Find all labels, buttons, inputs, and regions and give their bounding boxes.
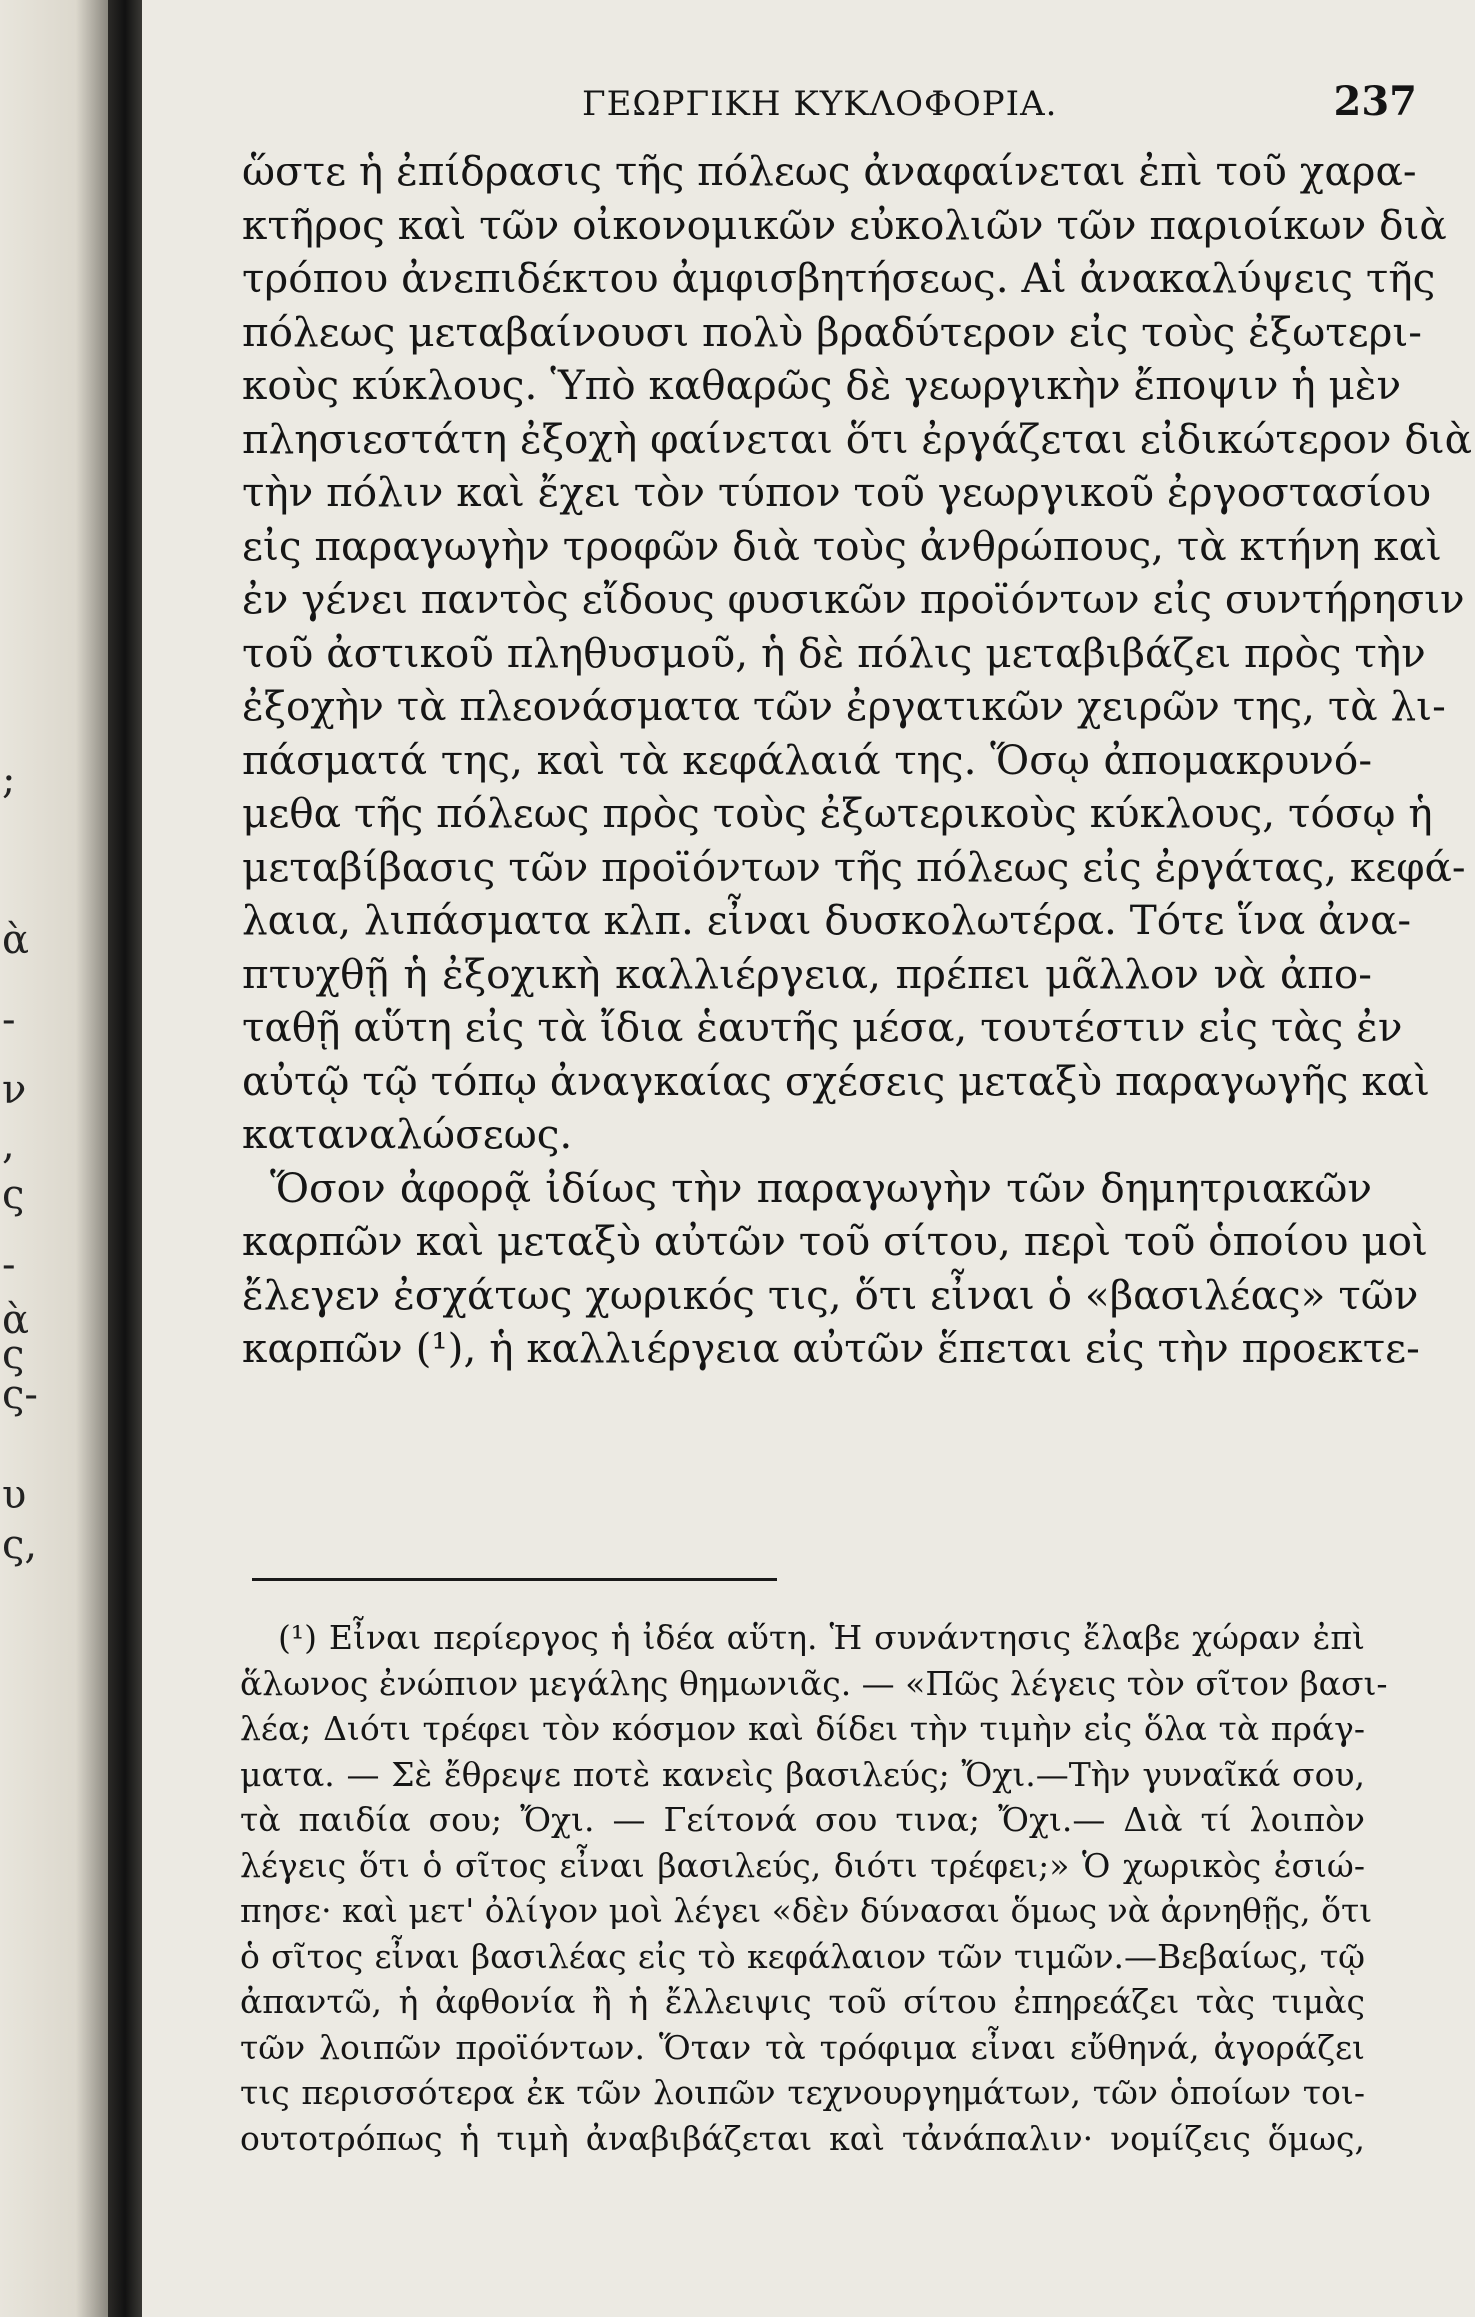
body-line: κτῆρος καὶ τῶν οἰκονομικῶν εὐκολιῶν τῶν παριοίκων διὰ bbox=[242, 200, 1447, 249]
body-line: πάσματά της, καὶ τὰ κεφάλαιά της. Ὅσῳ ἀπομακρυνό- bbox=[242, 735, 1372, 784]
body-line: ἔλεγεν ἐσχάτως χωρικός τις, ὅτι εἶναι ὁ «βασιλέας» τῶν bbox=[242, 1270, 1419, 1319]
book-gutter bbox=[108, 0, 142, 2317]
prev-page-fragment: υ bbox=[2, 1472, 27, 1518]
body-line: Ὅσον ἀφορᾷ ἰδίως τὴν παραγωγὴν τῶν δημητριακῶν bbox=[270, 1163, 1372, 1212]
footnote-rule bbox=[252, 1578, 777, 1581]
prev-page-fragment: , bbox=[2, 1122, 15, 1168]
body-line: τρόπου ἀνεπιδέκτου ἀμφισβητήσεως. Αἱ ἀνακαλύψεις τῆς bbox=[242, 254, 1436, 302]
previous-page-edge bbox=[0, 0, 108, 2317]
body-text bbox=[242, 145, 1473, 1376]
footnote-line: τῶν λοιπῶν προϊόντων. Ὅταν τὰ τρόφιμα εἶναι εὔθηνά, ἀγοράζει bbox=[240, 2027, 1365, 2067]
body-line: αὐτῷ τῷ τόπῳ ἀναγκαίας σχέσεις μεταξὺ παραγωγῆς καὶ bbox=[242, 1056, 1430, 1105]
footnote-line: ὁ σῖτος εἶναι βασιλέας εἰς τὸ κεφάλαιον τῶν τιμῶν.—Βεβαίως, τῷ bbox=[240, 1936, 1365, 1976]
footnote-line: τις περισσότερα ἐκ τῶν λοιπῶν τεχνουργημάτων, τῶν ὁποίων τοι- bbox=[240, 2073, 1365, 2112]
footnote-line: ουτοτρόπως ἡ τιμὴ ἀναβιβάζεται καὶ τἀνάπαλιν· νομίζεις ὅμως, bbox=[240, 2118, 1365, 2158]
body-line: εἰς παραγωγὴν τροφῶν διὰ τοὺς ἀνθρώπους, τὰ κτήνη καὶ bbox=[242, 521, 1442, 570]
prev-page-fragment: - bbox=[2, 997, 16, 1043]
running-title: ΓΕΩΡΓΙΚΗ ΚΥΚΛΟΦΟΡΙΑ. bbox=[582, 84, 1058, 124]
body-line: πλησιεστάτη ἐξοχὴ φαίνεται ὅτι ἐργάζεται εἰδικώτερον διὰ bbox=[242, 414, 1473, 463]
running-head bbox=[142, 78, 1475, 128]
footnote-line: τὰ παιδία σου; Ὄχι. — Γείτονά σου τινα; Ὄχι.— Διὰ τί λοιπὸν bbox=[240, 1800, 1365, 1839]
body-line: μεθα τῆς πόλεως πρὸς τοὺς ἐξωτερικοὺς κύκλους, τόσῳ ἡ bbox=[242, 789, 1433, 837]
body-line: καρπῶν (¹), ἡ καλλιέργεια αὐτῶν ἕπεται εἰς τὴν προεκτε- bbox=[242, 1324, 1420, 1372]
footnote-line: λέα; Διότι τρέφει τὸν κόσμον καὶ δίδει τὴν τιμὴν εἰς ὅλα τὰ πράγ- bbox=[240, 1709, 1365, 1748]
body-line: πόλεως μεταβαίνουσι πολὺ βραδύτερον εἰς τοὺς ἐξωτερι- bbox=[242, 307, 1422, 356]
footnote-line: ἅλωνος ἐνώπιον μεγάλης θημωνιᾶς. — «Πῶς λέγεις τὸν σῖτον βασι- bbox=[240, 1663, 1388, 1703]
body-line: ἐν γένει παντὸς εἴδους φυσικῶν προϊόντων εἰς συντήρησιν bbox=[242, 575, 1465, 623]
footnote-line: (¹) Εἶναι περίεργος ἡ ἰδέα αὕτη. Ἡ συνάντησις ἔλαβε χώραν ἐπὶ bbox=[278, 1618, 1365, 1657]
body-line: καρπῶν καὶ μεταξὺ αὐτῶν τοῦ σίτου, περὶ τοῦ ὁποίου μοὶ bbox=[242, 1217, 1428, 1265]
body-line: κοὺς κύκλους. Ὑπὸ καθαρῶς δὲ γεωργικὴν ἔποψιν ἡ μὲν bbox=[242, 361, 1402, 409]
body-line: καταναλώσεως. bbox=[242, 1110, 573, 1158]
footnote-line: λέγεις ὅτι ὁ σῖτος εἶναι βασιλεύς, διότι τρέφει;» Ὁ χωρικὸς ἐσιώ- bbox=[240, 1845, 1365, 1885]
footnote-line: ἀπαντῶ, ἡ ἀφθονία ἢ ἡ ἔλλειψις τοῦ σίτου ἐπηρεάζει τὰς τιμὰς bbox=[240, 1982, 1365, 2021]
footnote-line: ματα. — Σὲ ἔθρεψε ποτὲ κανεὶς βασιλεύς; Ὄχι.—Τὴν γυναῖκά σου, bbox=[240, 1754, 1365, 1794]
prev-page-fragment: ; bbox=[2, 757, 16, 803]
body-line: ὥστε ἡ ἐπίδρασις τῆς πόλεως ἀναφαίνεται ἐπὶ τοῦ χαρα- bbox=[242, 147, 1417, 195]
page-number: 237 bbox=[1333, 78, 1417, 125]
prev-page-fragment: ν bbox=[2, 1067, 27, 1113]
footnote-line: πησε· καὶ μετ' ὀλίγον μοὶ λέγει «δὲν δύνασαι ὅμως νὰ ἀρνηθῇς, ὅτι bbox=[240, 1891, 1373, 1930]
book-page bbox=[142, 0, 1475, 2317]
prev-page-fragment: ὰ bbox=[2, 1297, 30, 1343]
prev-page-fragment: ς- bbox=[2, 1372, 38, 1418]
prev-page-fragment: - bbox=[2, 1242, 16, 1288]
body-line: μεταβίβασις τῶν προϊόντων τῆς πόλεως εἰς ἐργάτας, κεφά- bbox=[242, 842, 1466, 891]
prev-page-fragment: ς bbox=[2, 1172, 25, 1218]
body-line: τοῦ ἀστικοῦ πληθυσμοῦ, ἡ δὲ πόλις μεταβιβάζει πρὸς τὴν bbox=[242, 628, 1426, 677]
body-line: ταθῇ αὕτη εἰς τὰ ἴδια ἑαυτῆς μέσα, τουτέστιν εἰς τὰς ἐν bbox=[242, 1003, 1403, 1051]
prev-page-fragment: ς bbox=[2, 1332, 25, 1378]
body-line: ἐξοχὴν τὰ πλεονάσματα τῶν ἐργατικῶν χειρῶν της, τὰ λι- bbox=[242, 682, 1446, 730]
body-line: πτυχθῇ ἡ ἐξοχικὴ καλλιέργεια, πρέπει μᾶλλον νὰ ἀπο- bbox=[242, 949, 1372, 998]
footnote bbox=[240, 1615, 1388, 2161]
body-line: τὴν πόλιν καὶ ἔχει τὸν τύπον τοῦ γεωργικοῦ ἐργοστασίου bbox=[242, 468, 1432, 516]
prev-page-fragment: ὰ bbox=[2, 917, 30, 963]
body-line: λαια, λιπάσματα κλπ. εἶναι δυσκολωτέρα. Τότε ἵνα ἀνα- bbox=[242, 896, 1412, 944]
prev-page-fragment: ς, bbox=[2, 1522, 38, 1568]
